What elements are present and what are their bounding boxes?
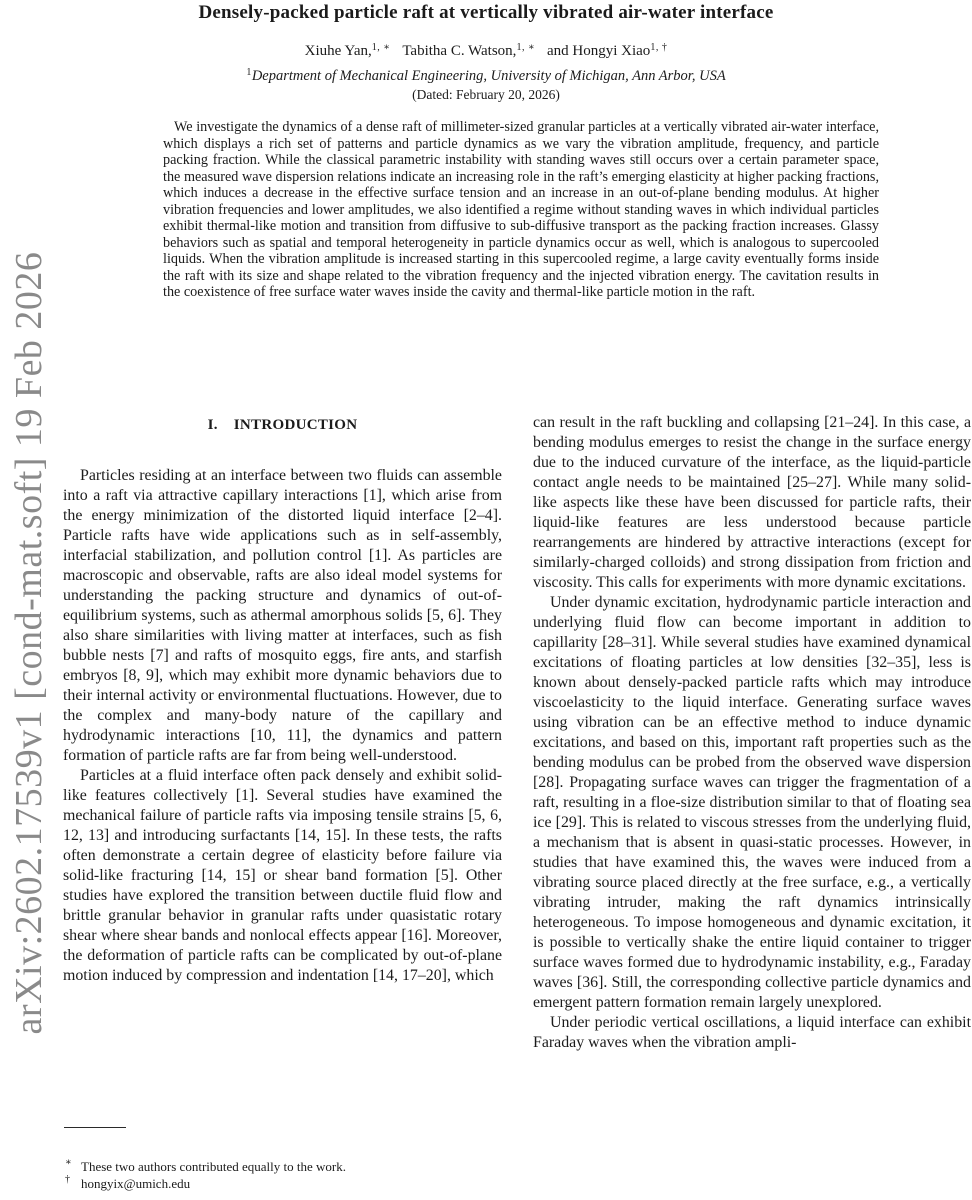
author-1 bbox=[305, 43, 391, 59]
author-2 bbox=[402, 43, 535, 59]
section-number: I. bbox=[207, 417, 218, 433]
author-2-superscript: 1, ∗ bbox=[516, 42, 536, 53]
authors-line bbox=[0, 43, 972, 60]
abstract: We investigate the dynamics of a dense raft of millimeter-sized granular particles at a vertically vibrated air-water interface, which displays a rich set of patterns and particle dynamics as we vary the vibration amplitude, frequency, and particle packing fraction. While the classical parametric instability with standing waves still occurs over a certain parameter space, the measured wave dispersion relations indicate an increasing role in the raft’s emerging elasticity at higher packing fractions, which induces a decrease in the effective surface tension and an increase in an out-of-plane bending modulus. At higher vibration frequencies and lower amplitudes, we also identified a regime without standing waves in which individual particles exhibit thermal-like motion and transition from diffusive to sub-diffusive transport as the packing fraction increases. Glassy behaviors such as spatial and temporal heterogeneity in particle dynamics occur as well, which is analogous to supercooled liquids. When the vibration amplitude is increased starting in this supercooled regime, a large cavity eventually forms inside the raft with its size and shape related to the vibration frequency and the injected vibration energy. The cavitation results in the coexistence of free surface water waves inside the cavity and thermal-like particle motion in the raft. bbox=[163, 119, 879, 300]
asterisk-footnote-marker: ∗ bbox=[65, 1157, 72, 1168]
paragraph-intro-1: Particles residing at an interface between two fluids can assemble into a raft via attractive capillary interactions [1], which arise from the energy minimization of the distorted liquid interface [2–4]. Particle rafts have wide applications such as in self-assembly, interfacial stabilization, and pollution control [1]. As particles are macroscopic and observable, rafts are also ideal model systems for understanding the packing structure and dynamics of out-of-equilibrium systems, such as athermal amorphous solids [5, 6]. They also share similarities with living matter at interfaces, such as fish bubble nests [7] and rafts of mosquito eggs, fire ants, and starfish embryos [8, 9], which may exhibit more dynamic behaviors due to their internal activity or environmental fluctuations. However, due to the complex and many-body nature of the capillary and hydrodynamic interactions [10, 11], the dynamics and pattern formation of particle rafts are far from being well-understood. bbox=[63, 467, 502, 764]
affiliation-line bbox=[0, 68, 972, 85]
footnote-equal-contribution bbox=[63, 1158, 503, 1175]
author-3 bbox=[547, 43, 667, 59]
footnote-rule bbox=[64, 1127, 126, 1128]
column-right bbox=[533, 413, 971, 1200]
footnote-email bbox=[63, 1175, 503, 1192]
author-1-superscript: 1, ∗ bbox=[371, 42, 391, 53]
column-left bbox=[63, 413, 502, 1093]
arxiv-watermark: arXiv:2602.17539v1 [cond-mat.soft] 19 Feb 2026 bbox=[8, 251, 50, 1035]
date-line: (Dated: February 20, 2026) bbox=[412, 87, 560, 102]
footnote-equal-contribution-text: These two authors contributed equally to the work. bbox=[81, 1159, 346, 1174]
paragraph-intro-3: Under dynamic excitation, hydrodynamic particle interaction and underlying fluid flow can become important in addition to capillarity [28–31]. While several studies have examined dynamical excitations of floating particles at low densities [32–35], less is known about densely-packed particle rafts which may introduce viscoelasticity to the liquid interface. Generating surface waves using vibration can be an effective method to induce dynamic excitations, and based on this, important raft properties such as the bending modulus can be probed from the observed wave dispersion [28]. Propagating surface waves can trigger the fragmentation of a raft, resulting in a floe-size distribution similar to that of floating sea ice [29]. This is related to viscous stresses from the underlying fluid, a mechanism that is absent in quasi-static processes. However, in studies that have examined this, the waves were induced from a vibrating source placed directly at the free surface, e.g., a vertically vibrating intruder, making the raft dynamics intrinsically heterogeneous. To impose homogeneous and dynamic excitation, it is possible to vertically shake the entire liquid container to trigger surface waves formed due to hydrodynamic instability, e.g., Faraday waves [36]. Still, the corresponding collective particle dynamics and emergent pattern formation remain largely unexplored. bbox=[533, 594, 971, 1011]
paper-title: Densely-packed particle raft at vertically vibrated air-water interface bbox=[198, 2, 774, 23]
paragraph-intro-4: Under periodic vertical oscillations, a liquid interface can exhibit Faraday waves when the vibration ampli- bbox=[533, 1014, 971, 1051]
email-link[interactable]: hongyix@umich.edu bbox=[81, 1176, 191, 1191]
section-heading-introduction bbox=[63, 413, 502, 435]
footnotes bbox=[63, 1158, 503, 1192]
affiliation-superscript: 1 bbox=[246, 67, 252, 78]
dagger-footnote-marker: † bbox=[65, 1174, 70, 1185]
author-2-name: Tabitha C. Watson, bbox=[402, 43, 517, 59]
paragraph-intro-2-continued: can result in the raft buckling and collapsing [21–24]. In this case, a bending modulus emerges to resist the change in the surface energy due to the induced curvature of the interface, as the liquid-particle contact angle needs to be maintained [25–27]. While many solid-like aspects like these have been discussed for particle rafts, their liquid-like features are less understood because particle rearrangements are hindered by attractive interactions (except for similarly-charged colloids) and strong dissipation from friction and viscosity. This calls for experiments with more dynamic excitations. bbox=[533, 414, 971, 591]
paragraph-intro-2: Particles at a fluid interface often pack densely and exhibit solid-like features collectively [1]. Several studies have examined the mechanical failure of particle rafts via imposing tensile strains [5, 6, 12, 13] and introducing surfactants [14, 15]. In these tests, the rafts often demonstrate a certain degree of elasticity before failure via solid-like fracturing [14, 15] or shear band formation [5]. Other studies have explored the transition between ductile fluid flow and brittle granular behavior in granular rafts under quasistatic rotary shear where shear bands and nonlocal effects appear [16]. Moreover, the deformation of particle rafts can be complicated by out-of-plane motion induced by compression and indentation [14, 17–20], which bbox=[63, 767, 502, 984]
affiliation-text: Department of Mechanical Engineering, University of Michigan, Ann Arbor, USA bbox=[251, 68, 726, 84]
section-title: INTRODUCTION bbox=[233, 417, 358, 433]
author-3-superscript: 1, † bbox=[650, 42, 668, 53]
author-1-name: Xiuhe Yan, bbox=[304, 43, 372, 59]
author-3-name: and Hongyi Xiao bbox=[546, 43, 651, 59]
